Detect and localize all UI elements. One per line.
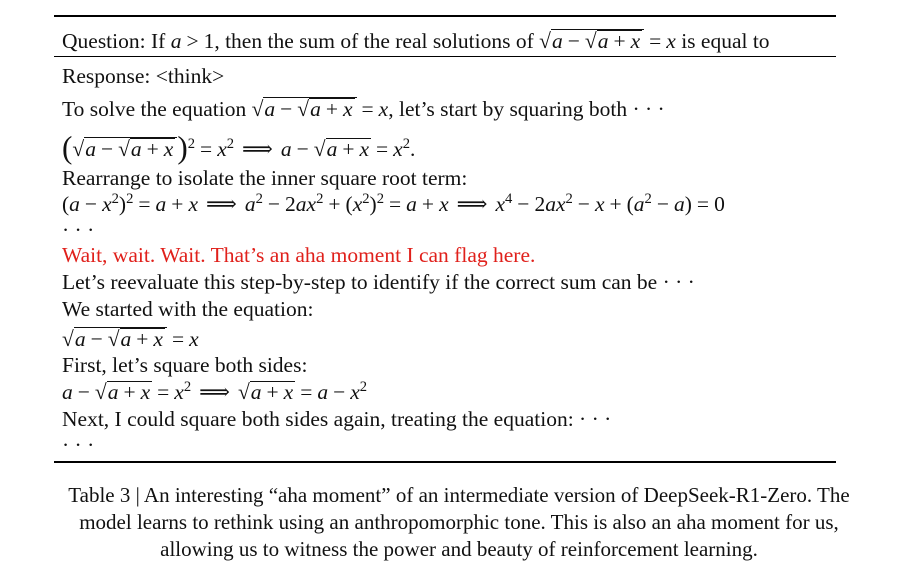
top-rule [54,15,836,17]
question-prefix: Question: If [62,29,171,53]
caption-line-2: model learns to rethink using an anthropomorphic tone. This is also an aha moment for us, [79,510,839,534]
first-line: First, let’s square both sides: [62,353,308,377]
caption-line-3: allowing us to witness the power and beauty of reinforcement learning. [160,537,758,561]
table-caption [0,482,918,563]
rearrange-line: Rearrange to isolate the inner square root term: [62,166,468,190]
next-line: Next, I could square both sides again, treating the equation: · · · [62,407,612,431]
math-expand-line: $(a - x^2)^2 = a + x$ ⟹ $a^2 - 2ax^2 + (x^2)^2 = a + x$ ⟹ $x^4 - 2ax^2 - x + (a^2 - a) = 0$ [62,190,725,216]
math-question-equation: √a − √a + x = x [539,29,676,53]
mid-rule [54,56,836,57]
ellipsis-1: · · · [62,218,95,242]
response-header: Response: <think> [62,64,225,88]
reevaluate-line: Let’s reevaluate this step-by-step to identify if the correct sum can be · · · [62,270,695,294]
math-solve-equation: √a − √a + x = x [251,97,389,121]
bottom-rule [54,461,836,463]
caption-line-1: Table 3 | An interesting “aha moment” of an intermediate version of DeepSeek-R1-Zero. The [68,483,850,507]
math-original-equation: √a − √a + x = x [62,327,199,351]
solve-line [62,97,665,121]
started-line: We started with the equation: [62,297,314,321]
question-suffix: is equal to [675,29,770,53]
solve-prefix: To solve the equation [62,97,252,121]
math-isolate-line: $a - √a + x = x^2$ ⟹ $√a + x = a - x^2$ [62,378,368,404]
ellipsis-2: · · · [62,433,95,457]
math-squared-line: (√a − √a + x )$^2 = x^2$ ⟹ $a - √a + x = x^2$. [62,129,416,165]
aha-moment-line: Wait, wait. Wait. That’s an aha moment I can flag here. [62,243,536,267]
math-a-gt-1: a > 1 [170,29,215,53]
solve-suffix: , let’s start by squaring both · · · [388,97,665,121]
question-line [62,29,770,53]
question-middle: , then the sum of the real solutions of [214,29,540,53]
